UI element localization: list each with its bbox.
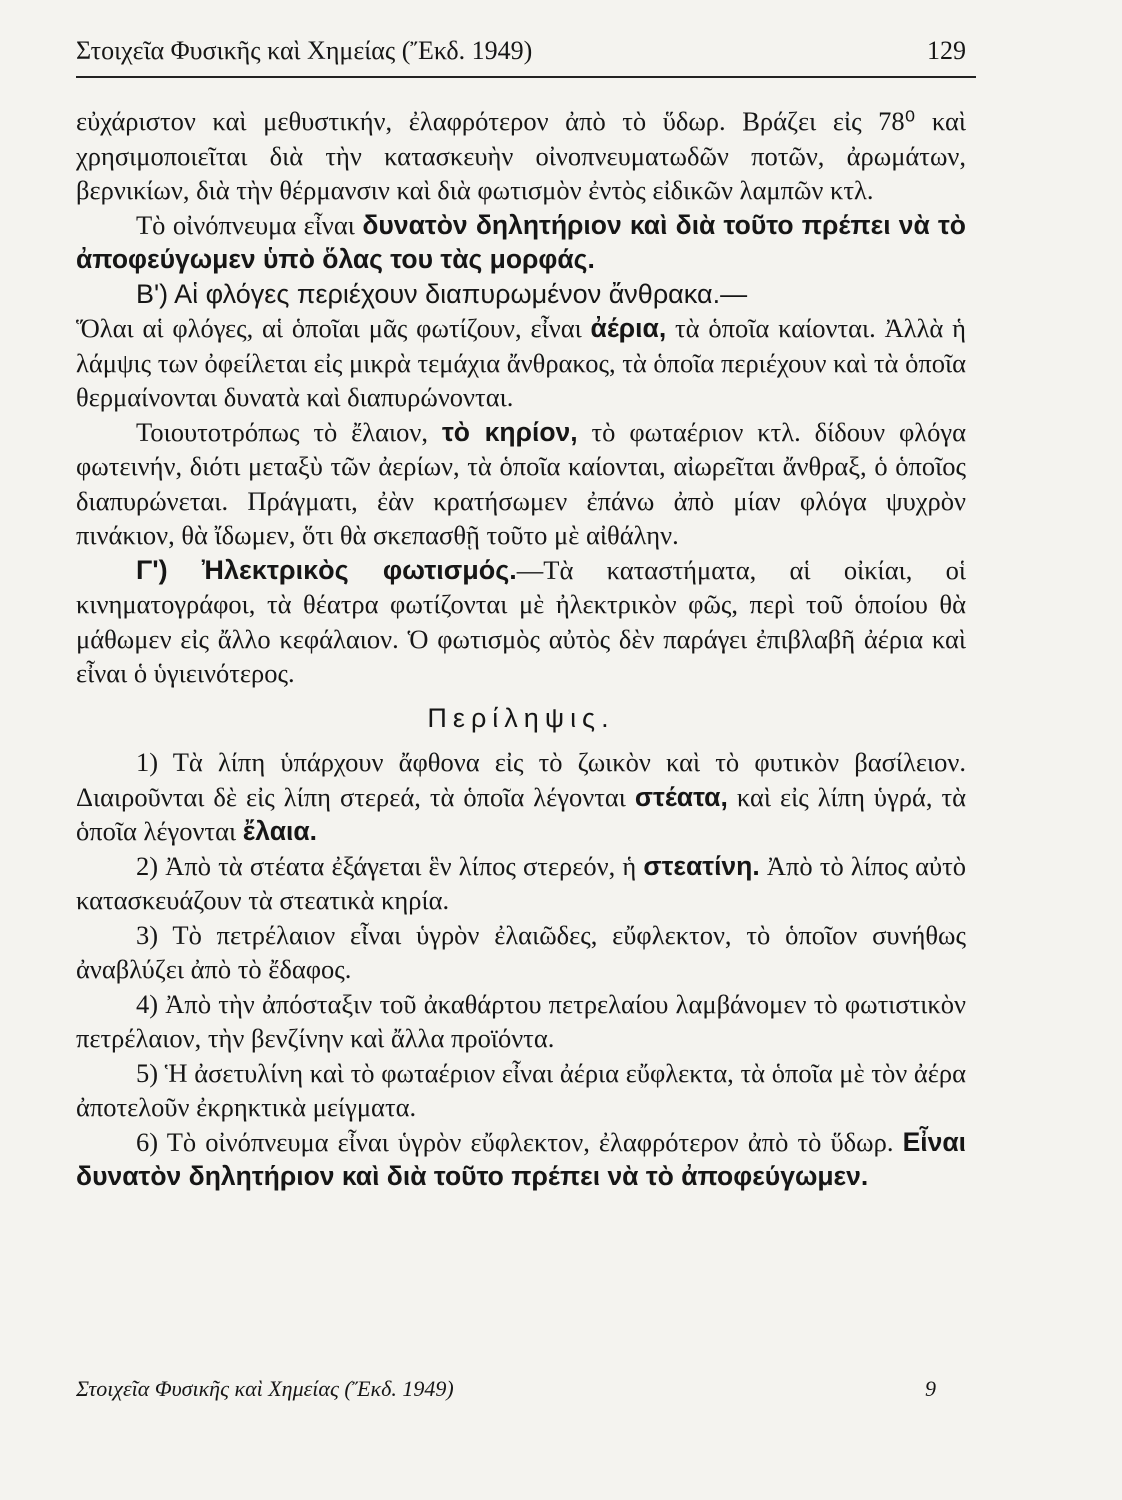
paragraph-text: Τὸ οἰνόπνευμα εἶναι	[136, 209, 363, 240]
section-heading-flames	[76, 277, 966, 312]
bold-text: στεατίνη.	[643, 850, 760, 881]
bold-text: δυνατὸν δηλητήριον καὶ διὰ τοῦτο πρέπει νὰ τὸ ἀποφεύγωμεν ὑπὸ ὅλας του τὰς μορφάς.	[76, 209, 966, 274]
summary-item-2	[76, 849, 966, 918]
paragraph-text: —Τὰ καταστήματα, αἱ οἰκίαι, οἱ κινηματογράφοι, τὰ θέατρα φωτίζονται μὲ ἠλεκτρικὸν φῶς, περὶ τοῦ ὁποίου θὰ μάθωμεν εἰς ἄλλο κεφάλαιον. Ὁ φωτισμὸς αὐτὸς δὲν παράγει ἐπιβλαβῆ ἀέρια καὶ εἶναι ὁ ὑγιεινότερος.	[76, 554, 966, 688]
paragraph-text: τὰ ὁποῖα καίονται. Ἀλλὰ ἡ λάμψις των ὀφείλεται εἰς μικρὰ τεμάχια ἄνθρακος, τὰ ὁποῖα περιέχουν καὶ τὰ ὁποῖα θερμαίνονται δυνατὰ καὶ διαπυρώνονται.	[76, 313, 966, 412]
paragraph-alcohol-warning	[76, 208, 966, 277]
bold-text: στέατα,	[634, 781, 728, 812]
summary-text: καὶ εἰς λίπη ὑγρά, τὰ ὁποῖα λέγονται	[76, 781, 967, 846]
summary-item-1	[76, 745, 966, 849]
summary-item-5: 5) Ἡ ἀσετυλίνη καὶ τὸ φωταέριον εἶναι ἀέρια εὔφλεκτα, τὰ ὁποῖα μὲ τὸν ἀέρα ἀποτελοῦν ἐκρηκτικὰ μείγματα.	[76, 1057, 966, 1122]
summary-text: 2) Ἀπὸ τὰ στέατα ἐξάγεται ἓν λίπος στερεόν, ἡ	[136, 850, 644, 881]
paragraph-luminous-flame	[76, 415, 966, 553]
header-title: Στοιχεῖα Φυσικῆς καὶ Χημείας (Ἔκδ. 1949)	[76, 36, 533, 65]
main-text	[76, 104, 966, 1194]
paragraph-alcohol-properties	[76, 104, 966, 208]
paragraph-electric-lighting	[76, 553, 966, 691]
bold-text: ἔλαια.	[242, 816, 318, 846]
summary-text: 6) Τὸ οἰνόπνευμα εἶναι ὑγρὸν εὔφλεκτον, ἐλαφρότερον ἀπὸ τὸ ὕδωρ.	[136, 1126, 903, 1157]
signature-mark: 9	[925, 1376, 936, 1401]
summary-text: Ἀπὸ τὸ λίπος αὐτὸ κατασκευάζουν τὰ στεατικὰ κηρία.	[76, 850, 966, 915]
paragraph-flames	[76, 311, 966, 415]
summary-title: Περίληψις.	[427, 702, 615, 733]
page-footer	[76, 1376, 966, 1408]
bold-text: Εἶναι δυνατὸν δηλητήριον καὶ διὰ τοῦτο πρέπει νὰ τὸ ἀποφεύγωμεν.	[76, 1126, 966, 1191]
paragraph-text: Τοιουτοτρόπως τὸ ἔλαιον,	[136, 416, 442, 447]
summary-item-4: 4) Ἀπὸ τὴν ἀπόσταξιν τοῦ ἀκαθάρτου πετρελαίου λαμβάνομεν τὸ φωτιστικὸν πετρέλαιον, τὴν βενζίνην καὶ ἄλλα προϊόντα.	[76, 988, 966, 1053]
running-header	[76, 36, 976, 78]
paragraph-text: τὸ φωταέριον κτλ. δίδουν φλόγα φωτεινήν, διότι μεταξὺ τῶν ἀερίων, τὰ ὁποῖα καίονται, αἰωρεῖται ἄνθραξ, ὁ ὁποῖος διαπυρώνεται. Πράγματι, ἐὰν κρατήσωμεν ἐπάνω ἀπὸ μίαν φλόγα ψυχρὸν πινάκιον, θὰ ἴδωμεν, ὅτι θὰ σκεπασθῇ τοῦτο μὲ αἰθάλην.	[76, 416, 966, 550]
summary-text: 1) Τὰ λίπη ὑπάρχουν ἄφθονα εἰς τὸ ζωικὸν καὶ τὸ φυτικὸν βασίλειον. Διαιροῦνται δὲ εἰς λίπη στερεά, τὰ ὁποῖα λέγονται	[76, 747, 966, 812]
paragraph-text: Ὅλαι αἱ φλόγες, αἱ ὁποῖαι μᾶς φωτίζουν, εἶναι	[76, 313, 591, 343]
section-heading: Γ') Ἠλεκτρικὸς φωτισμός.	[136, 554, 517, 585]
bold-text: τὸ κηρίον,	[441, 416, 578, 447]
summary-item-6	[76, 1125, 966, 1194]
bold-text: ἀέρια,	[590, 313, 667, 343]
footer-title: Στοιχεῖα Φυσικῆς καὶ Χημείας (Ἔκδ. 1949)	[76, 1376, 454, 1401]
paragraph-text: εὐχάριστον καὶ μεθυστικήν, ἐλαφρότερον ἀπὸ τὸ ὕδωρ. Βράζει εἰς 78⁰ καὶ χρησιμοποιεῖται διὰ τὴν κατασκευὴν οἰνοπνευματωδῶν ποτῶν, ἀρωμάτων, βερνικίων, διὰ τὴν θέρμανσιν καὶ διὰ φωτισμὸν ἐντὸς εἰδικῶν λαμπῶν κτλ.	[76, 106, 966, 205]
page-number: 129	[927, 36, 966, 65]
summary-item-3: 3) Τὸ πετρέλαιον εἶναι ὑγρὸν ἐλαιῶδες, εὔφλεκτον, τὸ ὁποῖον συνήθως ἀναβλύζει ἀπὸ τὸ ἔδαφος.	[76, 919, 966, 984]
section-heading: Β') Αἱ φλόγες περιέχουν διαπυρωμένον ἄνθρακα.—	[136, 278, 748, 309]
